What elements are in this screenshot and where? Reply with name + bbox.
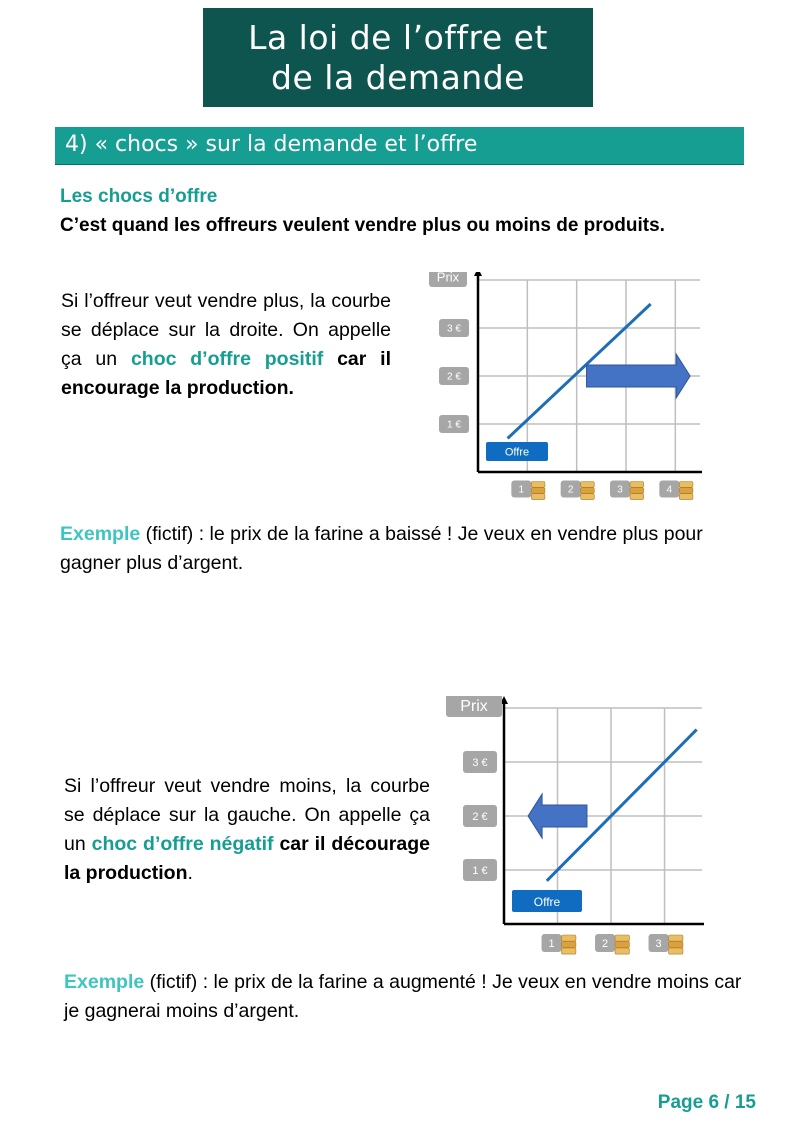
negative-example-text: (fictif) : le prix de la farine a augmenté ! Je veux en vendre moins car je gagnerai moins d’argent. [64,971,742,1022]
positive-text-b: car il encourage la production. [61,348,392,399]
x-tick-label [542,934,562,952]
y-tick-label [463,859,497,881]
x-tick-label-text: 2 [567,484,574,496]
offer-shocks-subheading: Les chocs d’offre [60,186,218,207]
coin-stack-icon [615,935,629,954]
negative-shock-chart [436,696,712,960]
title-line-2: de la demande [271,58,525,97]
coin-stack-icon [531,482,545,500]
supply-legend-label: Offre [533,894,561,909]
x-tick-label [610,481,630,498]
x-tick-label [511,481,531,498]
y-axis-label [429,272,467,287]
offer-shocks-definition: C’est quand les offreurs veulent vendre plus ou moins de produits. [60,215,665,236]
y-tick-label [439,319,469,337]
x-tick-label [659,481,679,498]
y-tick-label-text: 1 € [472,864,488,877]
section-heading: 4) « chocs » sur la demande et l’offre [55,127,744,165]
coin-stack-icon [581,482,595,500]
positive-example [60,520,740,578]
positive-example-text: (fictif) : le prix de la farine a baissé ! Je veux en vendre plus pour gagner plus d’argent. [60,523,703,574]
y-tick-label-text: 2 € [472,810,488,823]
page-number: Page 6 / 15 [657,1092,756,1113]
y-tick-label-text: 3 € [472,756,488,769]
y-tick-label [463,805,497,827]
coin-stack-icon [669,935,683,954]
x-tick-label-text: 1 [518,484,525,496]
coin-stack-icon [679,482,693,500]
title-line-1: La loi de l’offre et [248,18,548,57]
y-tick-label-text: 3 € [447,323,461,335]
y-tick-label [463,751,497,773]
supply-legend-label: Offre [504,446,530,459]
y-tick-label [439,415,469,433]
x-tick-label [561,481,581,498]
y-tick-label-text: 1 € [447,419,461,431]
negative-shock-paragraph [64,772,430,888]
x-tick-label-text: 3 [655,937,662,950]
x-tick-label-text: 1 [548,937,555,950]
positive-shock-chart [418,272,708,502]
y-axis-label [446,696,502,717]
y-axis-arrowhead [474,272,482,276]
y-axis-label-text: Prix [436,272,460,285]
coin-stack-icon [562,935,576,954]
negative-text-b: car il décourage la production [64,833,430,884]
negative-example [64,968,744,1026]
x-tick-label-text: 4 [666,484,673,496]
x-tick-label-text: 2 [601,937,609,950]
positive-example-label: Exemple [60,523,141,545]
y-axis-label-text: Prix [460,697,488,715]
negative-shock-term: choc d’offre négatif [91,833,274,855]
y-tick-label [439,367,469,385]
x-tick-label-text: 3 [617,484,623,496]
positive-shock-term: choc d’offre positif [130,348,324,370]
positive-shock-paragraph [61,287,391,403]
negative-shock-chart-svg [436,696,712,960]
negative-text-a: Si l’offreur veut vendre moins, la courbe se déplace sur la gauche. On appelle ça un [64,775,430,855]
negative-text-c: . [187,862,193,884]
x-tick-label [595,934,615,952]
positive-shock-chart-svg [418,272,708,502]
y-tick-label-text: 2 € [447,371,461,383]
coin-stack-icon [630,482,644,500]
document-title [203,8,593,107]
x-tick-label [649,934,669,952]
negative-example-label: Exemple [64,971,145,993]
positive-text-a: Si l’offreur veut vendre plus, la courbe se déplace sur la droite. On appelle ça un [61,290,391,370]
